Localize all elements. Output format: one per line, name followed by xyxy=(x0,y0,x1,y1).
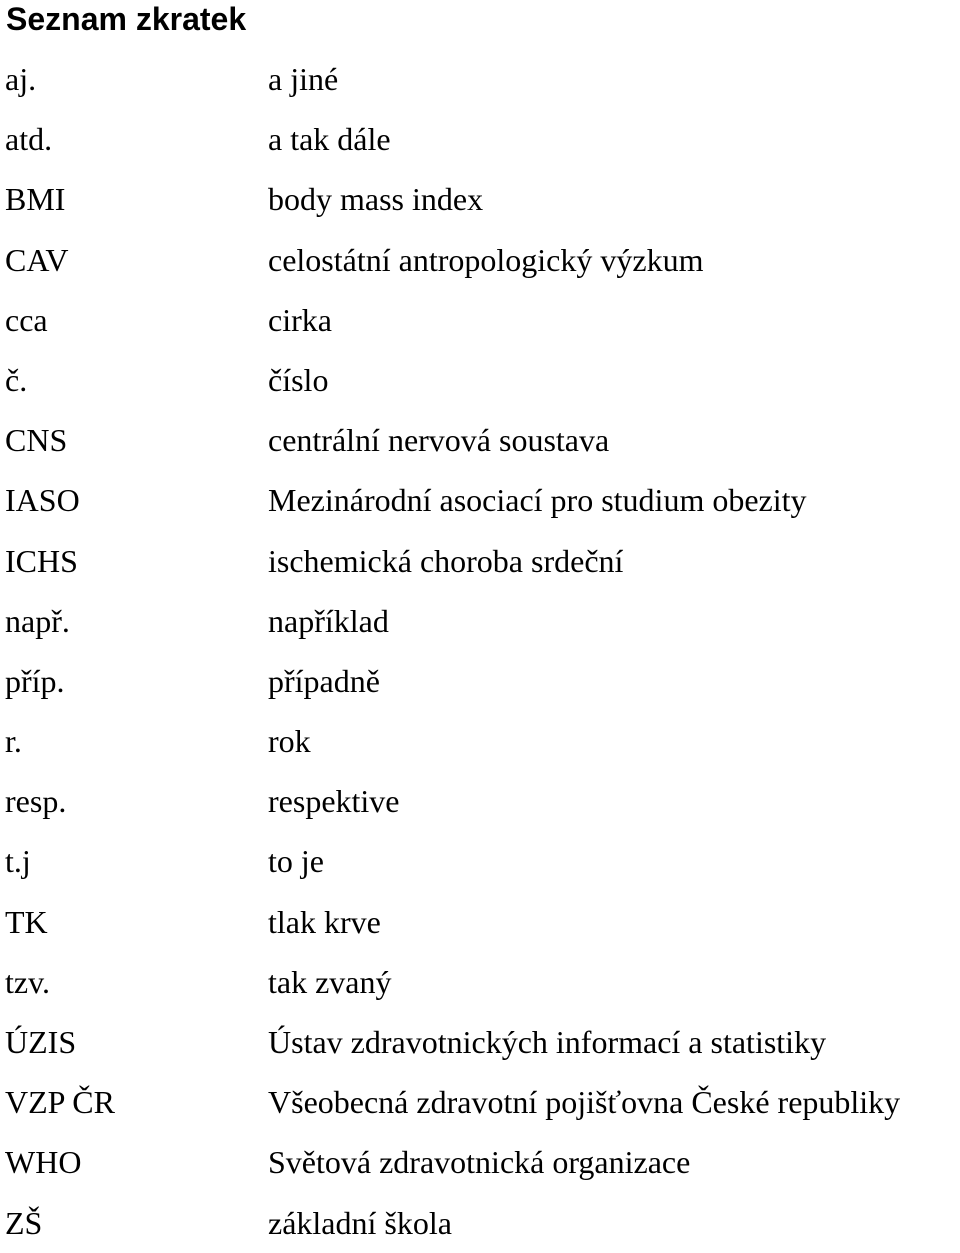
abbreviation-definition: body mass index xyxy=(268,181,484,218)
abbreviation-definition: cirka xyxy=(268,301,332,338)
abbreviation-definition: centrální nervová soustava xyxy=(268,422,610,459)
abbreviation-term: t.j xyxy=(5,843,31,880)
abbreviation-term: ÚZIS xyxy=(5,1024,77,1060)
abbreviation-definition: číslo xyxy=(268,361,329,398)
abbreviation-term: WHO xyxy=(5,1144,82,1181)
abbreviation-term: IASO xyxy=(5,482,80,519)
abbreviation-term: ZŠ xyxy=(5,1204,43,1241)
abbreviation-term: CNS xyxy=(5,422,68,459)
abbreviation-term: např. xyxy=(5,602,70,639)
abbreviation-definition: celostátní antropologický výzkum xyxy=(268,241,704,278)
abbreviation-definition: rok xyxy=(268,723,311,760)
abbreviation-row xyxy=(0,350,960,410)
abbreviation-row xyxy=(0,1193,960,1253)
abbreviation-definition: Všeobecná zdravotní pojišťovna České republiky xyxy=(268,1084,901,1121)
abbreviation-row xyxy=(0,831,960,891)
abbreviation-row xyxy=(0,290,960,350)
abbreviation-term: cca xyxy=(5,301,48,338)
abbreviation-row xyxy=(0,410,960,470)
abbreviation-definition: ischemická choroba srdeční xyxy=(268,542,624,579)
abbreviation-term: č. xyxy=(5,361,28,398)
abbreviation-term: TK xyxy=(5,903,48,940)
abbreviation-definition: základní škola xyxy=(268,1204,452,1241)
abbreviation-definition: tak zvaný xyxy=(268,963,392,1000)
abbreviation-list xyxy=(0,49,960,1253)
abbreviation-definition: to je xyxy=(268,843,324,880)
abbreviation-definition: a tak dále xyxy=(268,121,391,158)
abbreviation-row xyxy=(0,1072,960,1132)
page-title: Seznam zkratek xyxy=(6,1,247,37)
abbreviation-row xyxy=(0,1132,960,1192)
abbreviation-term: BMI xyxy=(5,181,66,218)
abbreviation-term: r. xyxy=(5,723,22,760)
abbreviation-row xyxy=(0,952,960,1012)
abbreviation-term: aj. xyxy=(5,61,37,97)
abbreviation-definition: Světová zdravotnická organizace xyxy=(268,1144,691,1181)
abbreviation-row xyxy=(0,470,960,530)
abbreviation-row xyxy=(0,49,960,109)
abbreviation-term: VZP ČR xyxy=(5,1084,115,1121)
abbreviation-row xyxy=(0,230,960,290)
abbreviation-row xyxy=(0,711,960,771)
abbreviation-row xyxy=(0,771,960,831)
abbreviation-row xyxy=(0,109,960,169)
abbreviation-term: CAV xyxy=(5,241,69,278)
abbreviation-definition: respektive xyxy=(268,783,400,820)
abbreviation-definition: Ústav zdravotnických informací a statistiky xyxy=(268,1024,827,1060)
abbreviation-row xyxy=(0,892,960,952)
abbreviation-term: ICHS xyxy=(5,542,78,579)
abbreviation-definition: Mezinárodní asociací pro studium obezity xyxy=(268,482,807,519)
abbreviation-term: tzv. xyxy=(5,963,51,1000)
abbreviation-term: resp. xyxy=(5,783,67,820)
abbreviation-row xyxy=(0,1012,960,1072)
abbreviation-term: atd. xyxy=(5,121,53,158)
abbreviation-definition: například xyxy=(268,602,389,639)
abbreviation-row xyxy=(0,531,960,591)
abbreviation-term: příp. xyxy=(5,662,65,699)
abbreviation-definition: tlak krve xyxy=(268,903,381,940)
abbreviation-definition: případně xyxy=(268,662,380,699)
abbreviation-row xyxy=(0,591,960,651)
abbreviation-row xyxy=(0,651,960,711)
abbreviation-row xyxy=(0,169,960,229)
abbreviation-definition: a jiné xyxy=(268,61,339,97)
